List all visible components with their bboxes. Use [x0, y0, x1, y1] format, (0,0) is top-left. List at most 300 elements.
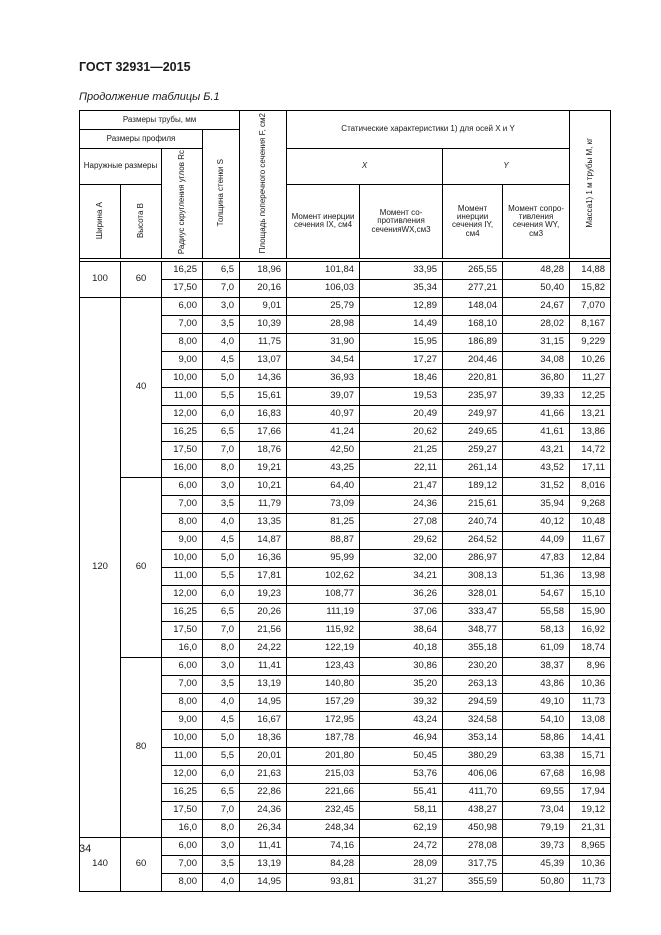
value-cell: 64,40 [287, 477, 360, 495]
value-cell: 7,0 [203, 621, 240, 639]
width-a-cell: 120 [80, 297, 121, 837]
value-cell: 308,13 [443, 567, 503, 585]
value-cell: 328,01 [443, 585, 503, 603]
value-cell: 8,0 [203, 639, 240, 657]
value-cell: 95,99 [287, 549, 360, 567]
value-cell: 108,77 [287, 585, 360, 603]
value-cell: 9,268 [570, 495, 611, 513]
value-cell: 28,98 [287, 315, 360, 333]
value-cell: 18,36 [240, 729, 287, 747]
value-cell: 4,5 [203, 531, 240, 549]
value-cell: 9,00 [162, 531, 203, 549]
value-cell: 201,80 [287, 747, 360, 765]
value-cell: 232,45 [287, 801, 360, 819]
value-cell: 16,25 [162, 423, 203, 441]
value-cell: 34,54 [287, 351, 360, 369]
value-cell: 20,49 [360, 405, 443, 423]
header-wy: Момент сопро-тивления сечения WY, см3 [503, 185, 570, 258]
value-cell: 7,070 [570, 297, 611, 315]
value-cell: 58,13 [503, 621, 570, 639]
value-cell: 8,0 [203, 819, 240, 837]
value-cell: 13,19 [240, 855, 287, 873]
value-cell: 55,58 [503, 603, 570, 621]
value-cell: 14,88 [570, 261, 611, 279]
height-b-cell: 80 [121, 657, 162, 837]
value-cell: 36,26 [360, 585, 443, 603]
value-cell: 54,10 [503, 711, 570, 729]
value-cell: 13,98 [570, 567, 611, 585]
value-cell: 43,25 [287, 459, 360, 477]
value-cell: 34,21 [360, 567, 443, 585]
header-area: Площадь поперечного сечения F, см2 [240, 111, 287, 259]
value-cell: 69,55 [503, 783, 570, 801]
value-cell: 67,68 [503, 765, 570, 783]
table-caption: Продолжение таблицы Б.1 [79, 91, 220, 103]
value-cell: 17,50 [162, 279, 203, 297]
value-cell: 47,83 [503, 549, 570, 567]
value-cell: 11,00 [162, 387, 203, 405]
value-cell: 55,41 [360, 783, 443, 801]
value-cell: 5,0 [203, 729, 240, 747]
value-cell: 277,21 [443, 279, 503, 297]
value-cell: 6,0 [203, 585, 240, 603]
value-cell: 3,0 [203, 297, 240, 315]
value-cell: 17,81 [240, 567, 287, 585]
value-cell: 28,02 [503, 315, 570, 333]
value-cell: 240,74 [443, 513, 503, 531]
value-cell: 6,5 [203, 603, 240, 621]
value-cell: 4,5 [203, 351, 240, 369]
value-cell: 40,97 [287, 405, 360, 423]
value-cell: 15,61 [240, 387, 287, 405]
value-cell: 12,84 [570, 549, 611, 567]
value-cell: 21,56 [240, 621, 287, 639]
height-b-cell: 60 [121, 837, 162, 891]
value-cell: 17,50 [162, 441, 203, 459]
value-cell: 50,80 [503, 873, 570, 891]
value-cell: 6,5 [203, 423, 240, 441]
value-cell: 35,94 [503, 495, 570, 513]
properties-table [79, 110, 611, 892]
value-cell: 24,72 [360, 837, 443, 855]
value-cell: 187,78 [287, 729, 360, 747]
value-cell: 44,09 [503, 531, 570, 549]
value-cell: 215,61 [443, 495, 503, 513]
value-cell: 15,71 [570, 747, 611, 765]
value-cell: 221,66 [287, 783, 360, 801]
value-cell: 249,65 [443, 423, 503, 441]
value-cell: 35,34 [360, 279, 443, 297]
value-cell: 20,01 [240, 747, 287, 765]
value-cell: 380,29 [443, 747, 503, 765]
value-cell: 13,21 [570, 405, 611, 423]
value-cell: 11,00 [162, 747, 203, 765]
value-cell: 16,67 [240, 711, 287, 729]
value-cell: 22,86 [240, 783, 287, 801]
value-cell: 46,94 [360, 729, 443, 747]
header-static: Статические характеристики 1) для осей X и Y [287, 111, 570, 149]
height-b-cell: 40 [121, 297, 162, 477]
value-cell: 17,94 [570, 783, 611, 801]
value-cell: 6,00 [162, 837, 203, 855]
value-cell: 4,0 [203, 873, 240, 891]
value-cell: 18,96 [240, 261, 287, 279]
value-cell: 54,67 [503, 585, 570, 603]
value-cell: 4,0 [203, 693, 240, 711]
value-cell: 189,12 [443, 477, 503, 495]
value-cell: 58,11 [360, 801, 443, 819]
value-cell: 31,27 [360, 873, 443, 891]
value-cell: 157,29 [287, 693, 360, 711]
value-cell: 4,0 [203, 333, 240, 351]
value-cell: 5,5 [203, 747, 240, 765]
value-cell: 264,52 [443, 531, 503, 549]
value-cell: 30,86 [360, 657, 443, 675]
value-cell: 140,80 [287, 675, 360, 693]
value-cell: 261,14 [443, 459, 503, 477]
value-cell: 10,26 [570, 351, 611, 369]
value-cell: 18,74 [570, 639, 611, 657]
value-cell: 11,27 [570, 369, 611, 387]
header-axis-y: Y [443, 149, 570, 185]
value-cell: 50,40 [503, 279, 570, 297]
value-cell: 18,76 [240, 441, 287, 459]
value-cell: 13,07 [240, 351, 287, 369]
value-cell: 215,03 [287, 765, 360, 783]
header-profile-sizes: Размеры профиля [80, 130, 203, 149]
value-cell: 19,53 [360, 387, 443, 405]
value-cell: 204,46 [443, 351, 503, 369]
value-cell: 20,16 [240, 279, 287, 297]
value-cell: 16,00 [162, 459, 203, 477]
value-cell: 16,83 [240, 405, 287, 423]
value-cell: 15,95 [360, 333, 443, 351]
value-cell: 11,73 [570, 693, 611, 711]
value-cell: 12,89 [360, 297, 443, 315]
value-cell: 122,19 [287, 639, 360, 657]
value-cell: 48,28 [503, 261, 570, 279]
document-title: ГОСТ 32931—2015 [79, 60, 191, 74]
value-cell: 16,36 [240, 549, 287, 567]
value-cell: 43,52 [503, 459, 570, 477]
value-cell: 15,82 [570, 279, 611, 297]
value-cell: 11,41 [240, 657, 287, 675]
value-cell: 11,67 [570, 531, 611, 549]
value-cell: 8,00 [162, 333, 203, 351]
value-cell: 34,08 [503, 351, 570, 369]
value-cell: 5,0 [203, 549, 240, 567]
header-wx: Момент со-противления сеченияWX,см3 [360, 185, 443, 258]
value-cell: 39,73 [503, 837, 570, 855]
value-cell: 24,36 [360, 495, 443, 513]
value-cell: 24,22 [240, 639, 287, 657]
value-cell: 7,0 [203, 279, 240, 297]
value-cell: 263,13 [443, 675, 503, 693]
value-cell: 40,18 [360, 639, 443, 657]
value-cell: 8,00 [162, 873, 203, 891]
value-cell: 265,55 [443, 261, 503, 279]
table-row [80, 297, 611, 315]
value-cell: 13,08 [570, 711, 611, 729]
value-cell: 15,10 [570, 585, 611, 603]
value-cell: 317,75 [443, 855, 503, 873]
value-cell: 111,19 [287, 603, 360, 621]
value-cell: 10,36 [570, 855, 611, 873]
value-cell: 21,63 [240, 765, 287, 783]
value-cell: 220,81 [443, 369, 503, 387]
value-cell: 5,5 [203, 567, 240, 585]
value-cell: 49,10 [503, 693, 570, 711]
value-cell: 353,14 [443, 729, 503, 747]
value-cell: 3,5 [203, 495, 240, 513]
value-cell: 6,00 [162, 657, 203, 675]
value-cell: 39,07 [287, 387, 360, 405]
value-cell: 22,11 [360, 459, 443, 477]
value-cell: 11,00 [162, 567, 203, 585]
value-cell: 4,5 [203, 711, 240, 729]
value-cell: 79,19 [503, 819, 570, 837]
value-cell: 14,95 [240, 873, 287, 891]
value-cell: 7,00 [162, 315, 203, 333]
value-cell: 62,19 [360, 819, 443, 837]
value-cell: 106,03 [287, 279, 360, 297]
value-cell: 12,25 [570, 387, 611, 405]
value-cell: 58,86 [503, 729, 570, 747]
value-cell: 411,70 [443, 783, 503, 801]
value-cell: 36,80 [503, 369, 570, 387]
value-cell: 11,73 [570, 873, 611, 891]
width-a-cell: 140 [80, 837, 121, 891]
value-cell: 249,97 [443, 405, 503, 423]
value-cell: 41,66 [503, 405, 570, 423]
value-cell: 278,08 [443, 837, 503, 855]
value-cell: 20,26 [240, 603, 287, 621]
value-cell: 6,00 [162, 477, 203, 495]
value-cell: 21,31 [570, 819, 611, 837]
value-cell: 19,23 [240, 585, 287, 603]
value-cell: 21,47 [360, 477, 443, 495]
value-cell: 6,00 [162, 297, 203, 315]
value-cell: 259,27 [443, 441, 503, 459]
value-cell: 41,24 [287, 423, 360, 441]
table-body [80, 261, 611, 891]
value-cell: 8,96 [570, 657, 611, 675]
value-cell: 51,36 [503, 567, 570, 585]
value-cell: 27,08 [360, 513, 443, 531]
table-row [80, 477, 611, 495]
value-cell: 3,5 [203, 675, 240, 693]
value-cell: 73,04 [503, 801, 570, 819]
value-cell: 93,81 [287, 873, 360, 891]
width-a-cell: 100 [80, 261, 121, 297]
value-cell: 17,50 [162, 621, 203, 639]
value-cell: 168,10 [443, 315, 503, 333]
value-cell: 355,18 [443, 639, 503, 657]
value-cell: 248,34 [287, 819, 360, 837]
value-cell: 50,45 [360, 747, 443, 765]
value-cell: 35,20 [360, 675, 443, 693]
value-cell: 14,41 [570, 729, 611, 747]
value-cell: 9,229 [570, 333, 611, 351]
value-cell: 37,06 [360, 603, 443, 621]
header-ix: Момент инерции сечения IX, см4 [287, 185, 360, 258]
value-cell: 438,27 [443, 801, 503, 819]
value-cell: 53,76 [360, 765, 443, 783]
value-cell: 40,12 [503, 513, 570, 531]
value-cell: 13,35 [240, 513, 287, 531]
value-cell: 348,77 [443, 621, 503, 639]
value-cell: 6,0 [203, 765, 240, 783]
value-cell: 6,5 [203, 261, 240, 279]
value-cell: 10,39 [240, 315, 287, 333]
value-cell: 14,49 [360, 315, 443, 333]
value-cell: 8,016 [570, 477, 611, 495]
value-cell: 14,87 [240, 531, 287, 549]
table-row [80, 837, 611, 855]
value-cell: 3,0 [203, 837, 240, 855]
value-cell: 7,00 [162, 675, 203, 693]
value-cell: 45,39 [503, 855, 570, 873]
value-cell: 186,89 [443, 333, 503, 351]
value-cell: 333,47 [443, 603, 503, 621]
value-cell: 5,0 [203, 369, 240, 387]
value-cell: 43,21 [503, 441, 570, 459]
value-cell: 12,00 [162, 585, 203, 603]
table-row [80, 657, 611, 675]
header-width-a: Ширина A [80, 185, 121, 258]
header-mass: Масса1) 1 м трубы M, кг [570, 111, 611, 259]
header-iy: Момент инерции сечения IY, см4 [443, 185, 503, 258]
value-cell: 18,46 [360, 369, 443, 387]
value-cell: 11,75 [240, 333, 287, 351]
value-cell: 13,86 [570, 423, 611, 441]
value-cell: 16,92 [570, 621, 611, 639]
height-b-cell: 60 [121, 477, 162, 657]
value-cell: 16,0 [162, 639, 203, 657]
value-cell: 88,87 [287, 531, 360, 549]
value-cell: 235,97 [443, 387, 503, 405]
value-cell: 8,965 [570, 837, 611, 855]
value-cell: 31,15 [503, 333, 570, 351]
value-cell: 8,00 [162, 693, 203, 711]
value-cell: 36,93 [287, 369, 360, 387]
value-cell: 25,79 [287, 297, 360, 315]
value-cell: 8,00 [162, 513, 203, 531]
value-cell: 14,36 [240, 369, 287, 387]
value-cell: 31,52 [503, 477, 570, 495]
value-cell: 16,98 [570, 765, 611, 783]
value-cell: 17,50 [162, 801, 203, 819]
value-cell: 406,06 [443, 765, 503, 783]
value-cell: 63,38 [503, 747, 570, 765]
value-cell: 42,50 [287, 441, 360, 459]
value-cell: 74,16 [287, 837, 360, 855]
value-cell: 3,0 [203, 657, 240, 675]
value-cell: 43,86 [503, 675, 570, 693]
value-cell: 3,0 [203, 477, 240, 495]
value-cell: 9,00 [162, 711, 203, 729]
value-cell: 29,62 [360, 531, 443, 549]
value-cell: 14,72 [570, 441, 611, 459]
value-cell: 81,25 [287, 513, 360, 531]
value-cell: 286,97 [443, 549, 503, 567]
value-cell: 16,25 [162, 261, 203, 279]
value-cell: 101,84 [287, 261, 360, 279]
value-cell: 31,90 [287, 333, 360, 351]
value-cell: 123,43 [287, 657, 360, 675]
value-cell: 16,0 [162, 819, 203, 837]
value-cell: 7,00 [162, 855, 203, 873]
value-cell: 15,90 [570, 603, 611, 621]
header-pipe-sizes: Размеры трубы, мм [80, 111, 240, 130]
value-cell: 21,25 [360, 441, 443, 459]
value-cell: 17,27 [360, 351, 443, 369]
value-cell: 102,62 [287, 567, 360, 585]
value-cell: 28,09 [360, 855, 443, 873]
header-axis-x: X [287, 149, 443, 185]
value-cell: 172,95 [287, 711, 360, 729]
height-b-cell: 60 [121, 261, 162, 297]
value-cell: 26,34 [240, 819, 287, 837]
value-cell: 19,21 [240, 459, 287, 477]
value-cell: 4,0 [203, 513, 240, 531]
value-cell: 17,11 [570, 459, 611, 477]
value-cell: 61,09 [503, 639, 570, 657]
table-row [80, 261, 611, 279]
value-cell: 43,24 [360, 711, 443, 729]
value-cell: 6,5 [203, 783, 240, 801]
value-cell: 33,95 [360, 261, 443, 279]
value-cell: 20,62 [360, 423, 443, 441]
value-cell: 8,0 [203, 459, 240, 477]
value-cell: 230,20 [443, 657, 503, 675]
value-cell: 10,21 [240, 477, 287, 495]
value-cell: 6,0 [203, 405, 240, 423]
value-cell: 13,19 [240, 675, 287, 693]
value-cell: 10,00 [162, 369, 203, 387]
value-cell: 9,00 [162, 351, 203, 369]
value-cell: 11,79 [240, 495, 287, 513]
value-cell: 10,48 [570, 513, 611, 531]
value-cell: 16,25 [162, 603, 203, 621]
value-cell: 5,5 [203, 387, 240, 405]
value-cell: 8,167 [570, 315, 611, 333]
value-cell: 32,00 [360, 549, 443, 567]
value-cell: 3,5 [203, 855, 240, 873]
page-number: 34 [79, 843, 92, 855]
value-cell: 17,66 [240, 423, 287, 441]
header-corner-radius: Радиус скругления углов Rc [162, 149, 203, 259]
value-cell: 3,5 [203, 315, 240, 333]
value-cell: 84,28 [287, 855, 360, 873]
value-cell: 324,58 [443, 711, 503, 729]
value-cell: 12,00 [162, 765, 203, 783]
value-cell: 115,92 [287, 621, 360, 639]
value-cell: 41,61 [503, 423, 570, 441]
value-cell: 10,00 [162, 549, 203, 567]
value-cell: 450,98 [443, 819, 503, 837]
value-cell: 148,04 [443, 297, 503, 315]
value-cell: 10,00 [162, 729, 203, 747]
value-cell: 39,32 [360, 693, 443, 711]
value-cell: 38,64 [360, 621, 443, 639]
value-cell: 24,67 [503, 297, 570, 315]
header-height-b: Высота B [121, 185, 162, 258]
value-cell: 10,36 [570, 675, 611, 693]
value-cell: 19,12 [570, 801, 611, 819]
value-cell: 7,0 [203, 441, 240, 459]
value-cell: 38,37 [503, 657, 570, 675]
